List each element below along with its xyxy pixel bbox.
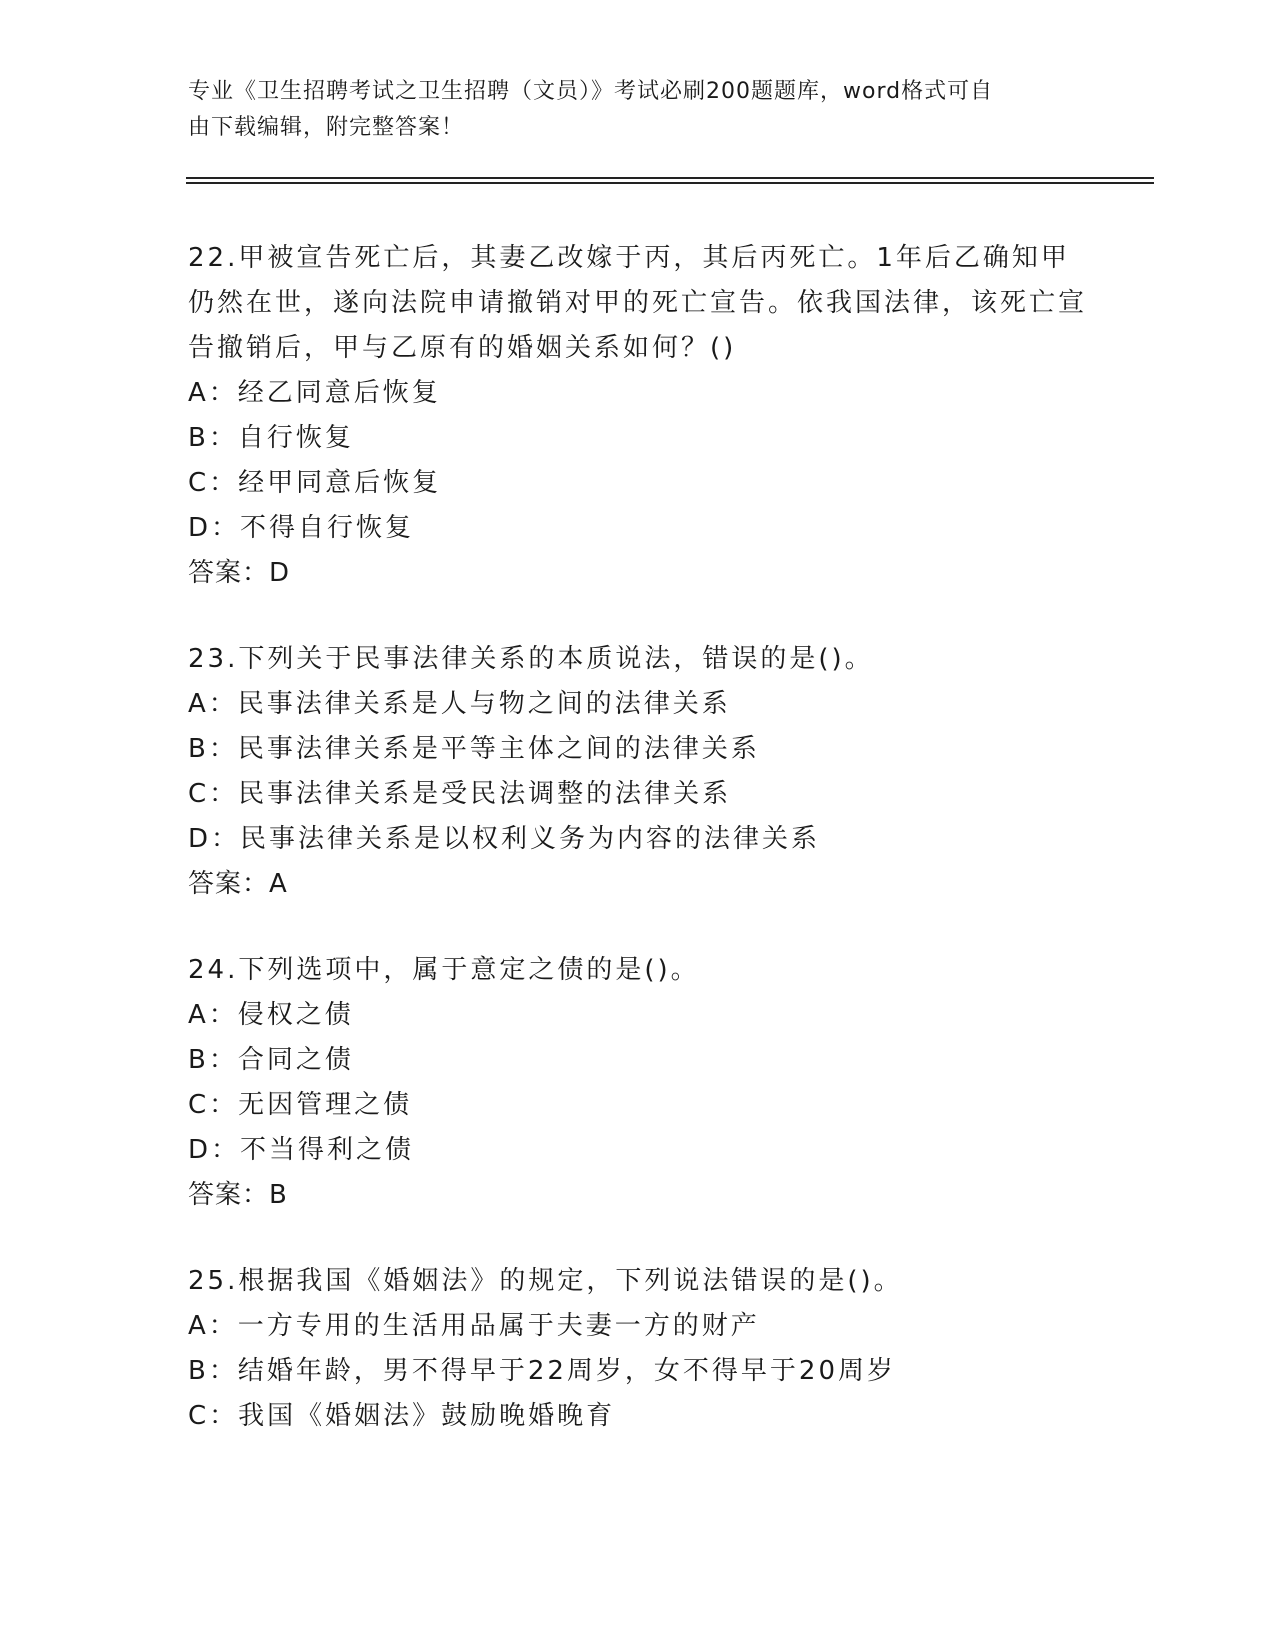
question-list (188, 236, 1088, 1480)
question-text: 22.甲被宣告死亡后，其妻乙改嫁于丙，其后丙死亡。1年后乙确知甲仍然在世，遂向法院申请撤销对甲的死亡宣告。依我国法律，该死亡宣告撤销后，甲与乙原有的婚姻关系如何？() (188, 243, 1088, 363)
option-a: A：民事法律关系是人与物之间的法律关系 (188, 689, 731, 719)
option-a: A：侵权之债 (188, 1000, 354, 1030)
option-b: B：合同之债 (188, 1045, 354, 1075)
header-line-1: 专业《卫生招聘考试之卫生招聘（文员）》考试必刷200题题库，word格式可自 (188, 79, 994, 104)
question-text: 23.下列关于民事法律关系的本质说法，错误的是()。 (188, 644, 874, 674)
option-d: D：不当得利之债 (188, 1135, 415, 1165)
question-text: 24.下列选项中，属于意定之债的是()。 (188, 955, 700, 985)
option-c: C：经甲同意后恢复 (188, 468, 442, 498)
answer: 答案：B (188, 1180, 288, 1210)
option-d: D：民事法律关系是以权利义务为内容的法律关系 (188, 824, 821, 854)
answer: 答案：A (188, 869, 288, 899)
header-divider-bottom (186, 182, 1154, 184)
question-25 (188, 1259, 1088, 1439)
option-b: B：民事法律关系是平等主体之间的法律关系 (188, 734, 760, 764)
header-divider-top (186, 177, 1154, 179)
document-header (188, 74, 1088, 146)
option-c: C：无因管理之债 (188, 1090, 413, 1120)
question-24 (188, 948, 1088, 1218)
answer: 答案：D (188, 558, 291, 588)
question-text: 25.根据我国《婚姻法》的规定，下列说法错误的是()。 (188, 1266, 903, 1296)
option-d: D：不得自行恢复 (188, 513, 415, 543)
question-22 (188, 236, 1088, 596)
option-b: B：自行恢复 (188, 423, 354, 453)
option-a: A：经乙同意后恢复 (188, 378, 441, 408)
option-b: B：结婚年龄，男不得早于22周岁，女不得早于20周岁 (188, 1356, 897, 1386)
option-c: C：我国《婚姻法》鼓励晚婚晚育 (188, 1401, 616, 1431)
question-23 (188, 637, 1088, 907)
option-c: C：民事法律关系是受民法调整的法律关系 (188, 779, 732, 809)
header-line-2: 由下载编辑，附完整答案！ (188, 115, 465, 140)
option-a: A：一方专用的生活用品属于夫妻一方的财产 (188, 1311, 760, 1341)
